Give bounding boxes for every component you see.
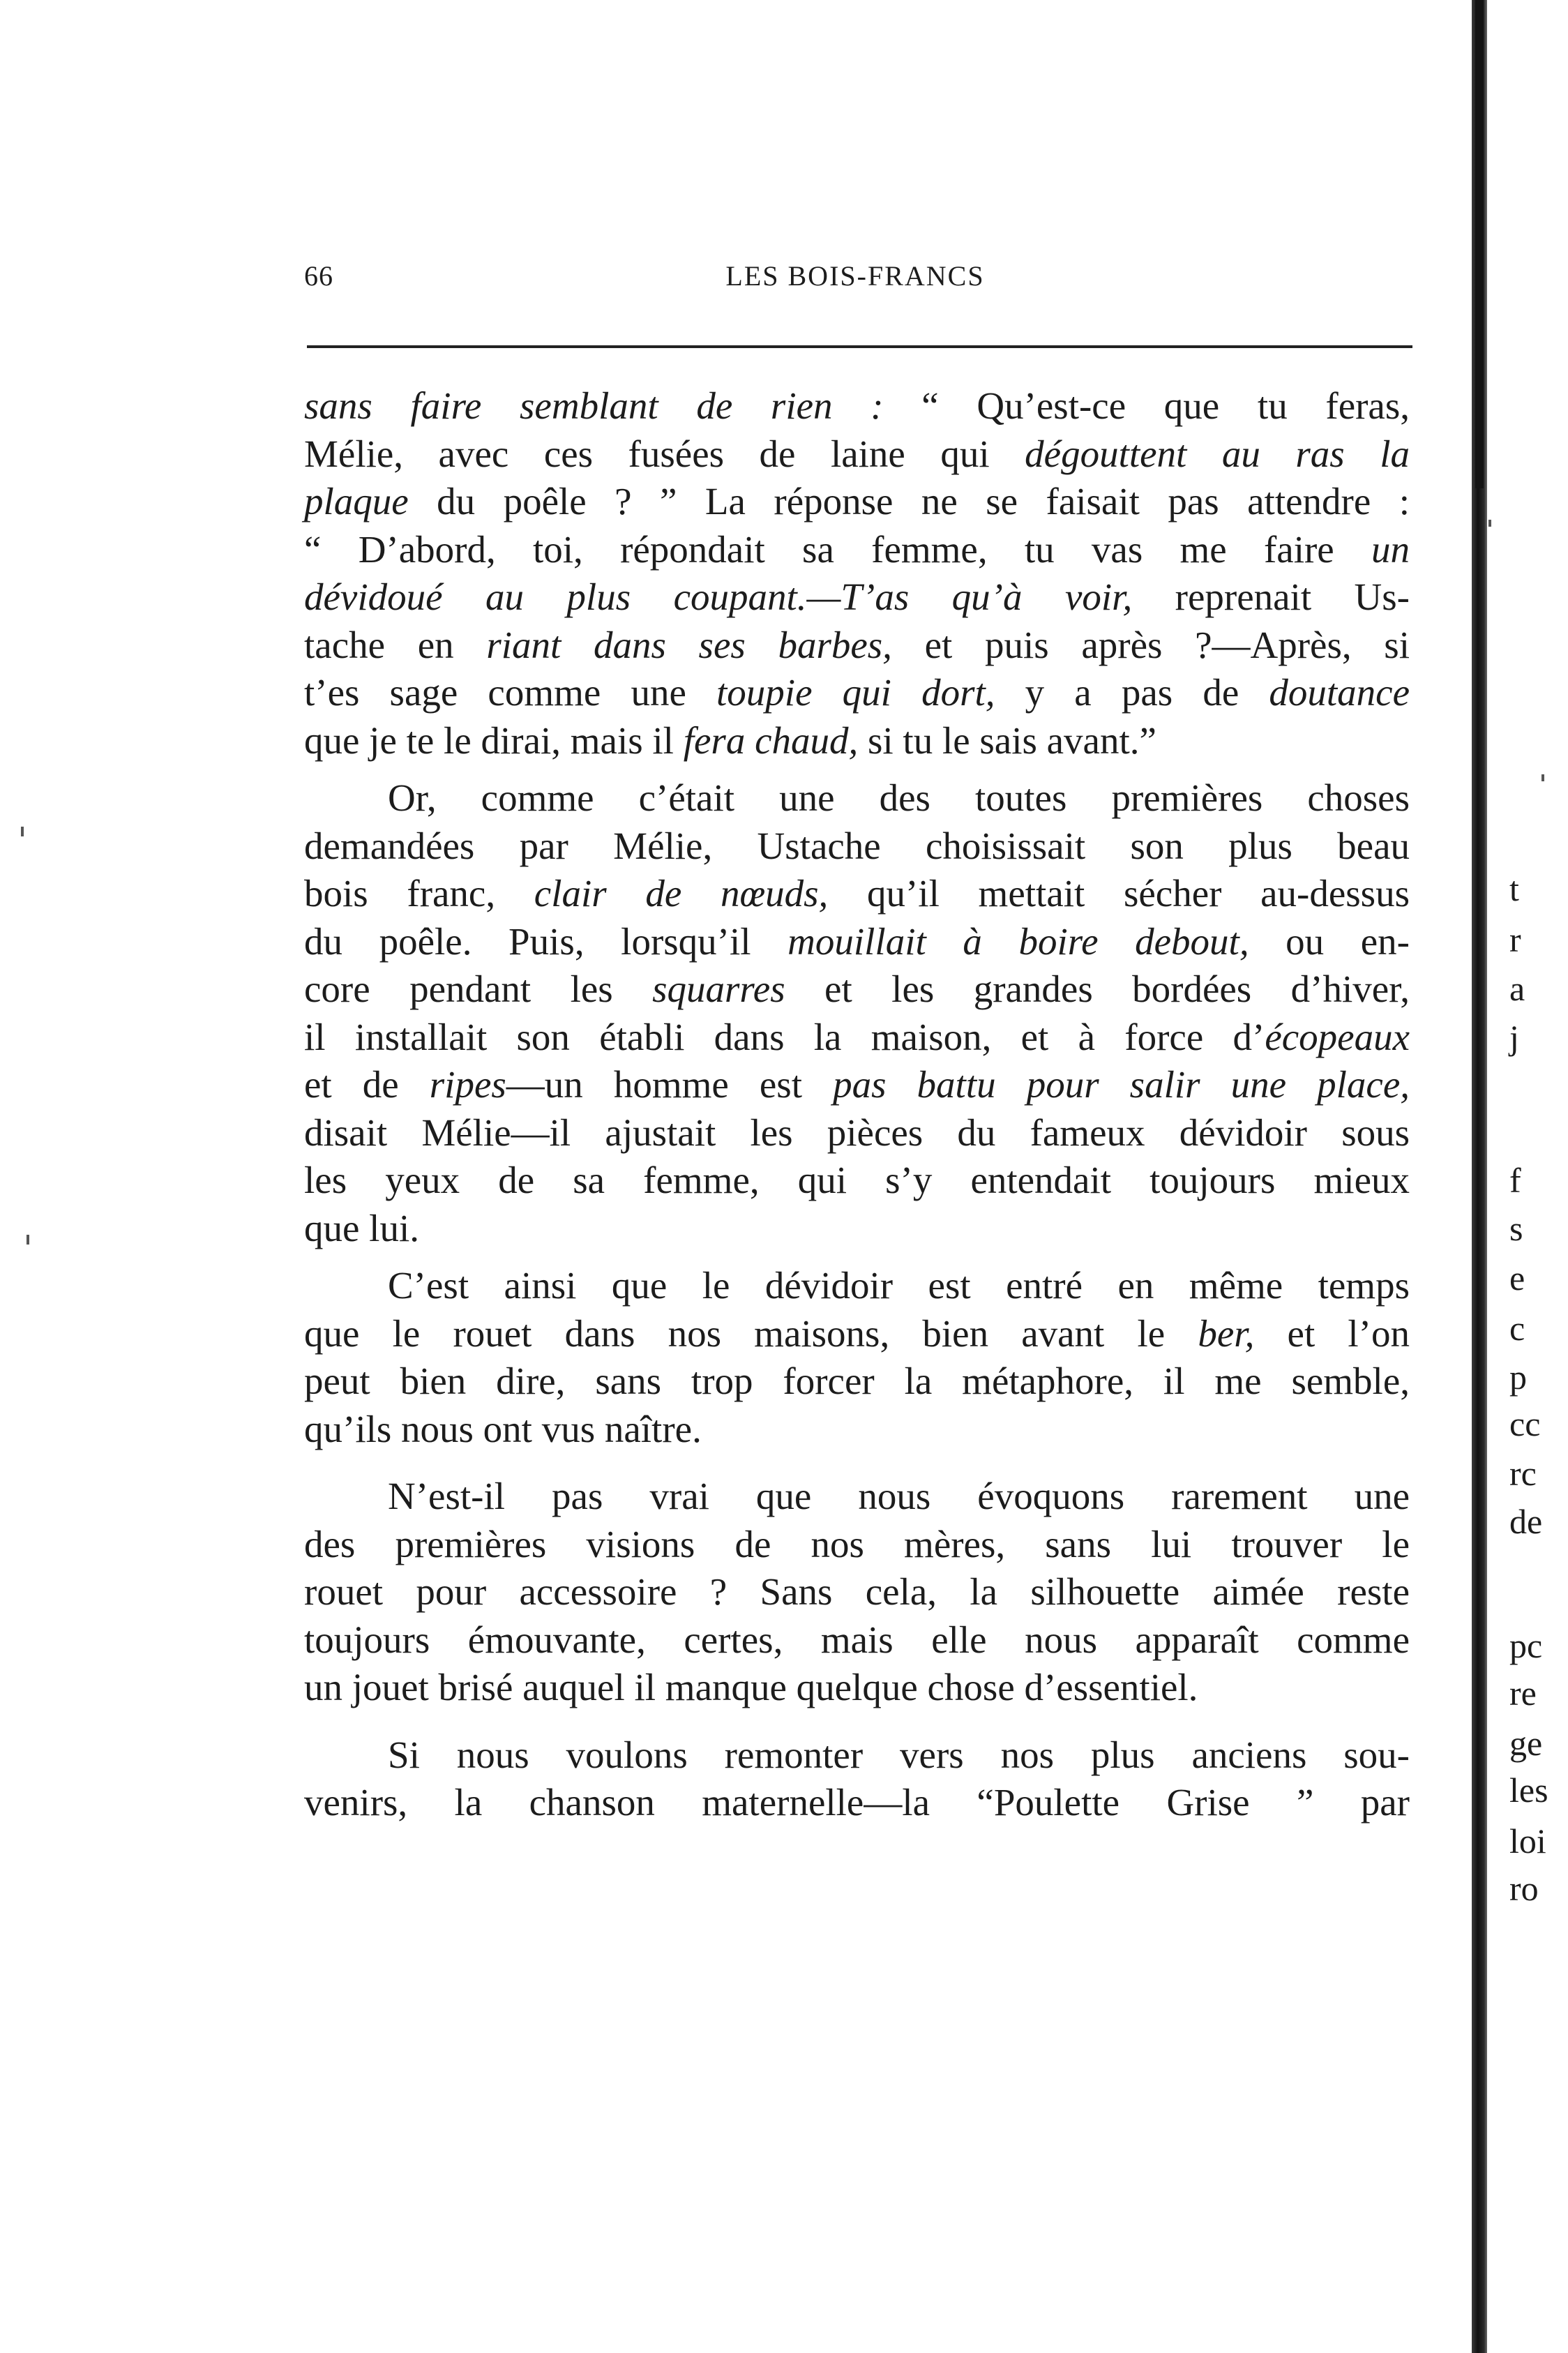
paper-speck	[21, 827, 24, 836]
adjacent-page-glyph: a	[1509, 969, 1525, 1008]
text-line: N’est-il pas vrai que nous évoquons rarement une	[388, 1475, 1410, 1517]
paper-speck	[27, 1235, 29, 1245]
adjacent-page-glyph: t	[1509, 869, 1519, 908]
text-line: Mélie, avec ces fusées de laine qui dégouttent au ras la	[304, 432, 1410, 475]
text-line: il installait son établi dans la maison, et à force d’écopeaux	[304, 1015, 1410, 1058]
text-line: disait Mélie—il ajustait les pièces du fameux dévidoir sous	[304, 1111, 1410, 1154]
adjacent-page-glyph: s	[1509, 1209, 1523, 1248]
adjacent-page-glyph: loi	[1509, 1821, 1546, 1860]
running-title: LES BOIS-FRANCS	[725, 260, 985, 292]
text-line: sans faire semblant de rien : “ Qu’est-ce que tu feras,	[304, 384, 1410, 427]
text-line: C’est ainsi que le dévidoir est entré en même temps	[388, 1264, 1410, 1307]
text-line: et de ripes—un homme est pas battu pour salir une place,	[304, 1063, 1410, 1106]
adjacent-page-glyph: c	[1509, 1309, 1525, 1348]
adjacent-page-fragment	[1500, 0, 1568, 2353]
page-header	[304, 260, 1406, 301]
text-line: tache en riant dans ses barbes, et puis après ?—Après, si	[304, 623, 1410, 666]
text-line: des premières visions de nos mères, sans lui trouver le	[304, 1522, 1410, 1565]
adjacent-page-glyph: j	[1509, 1018, 1519, 1057]
text-line: que je te le dirai, mais il fera chaud, si tu le sais avant.”	[304, 719, 1156, 762]
adjacent-page-glyph: les	[1509, 1771, 1548, 1810]
text-line: plaque du poêle ? ” La réponse ne se faisait pas attendre :	[304, 480, 1410, 523]
text-line: les yeux de sa femme, qui s’y entendait toujours mieux	[304, 1159, 1410, 1201]
adjacent-page-glyph: ge	[1509, 1724, 1543, 1763]
text-line: toujours émouvante, certes, mais elle nous apparaît comme	[304, 1618, 1410, 1661]
adjacent-page-glyph: f	[1509, 1161, 1521, 1200]
text-line: un jouet brisé auquel il manque quelque chose d’essentiel.	[304, 1666, 1198, 1708]
adjacent-page-glyph: cc	[1509, 1404, 1541, 1443]
text-line: rouet pour accessoire ? Sans cela, la silhouette aimée reste	[304, 1570, 1410, 1613]
book-binding-shadow	[1475, 0, 1484, 488]
paragraph-gap	[304, 1712, 1410, 1731]
adjacent-page-glyph: r	[1509, 920, 1521, 959]
text-line: dévidoué au plus coupant.—T’as qu’à voir, reprenait Us-	[304, 576, 1410, 618]
text-line: bois franc, clair de nœuds, qu’il mettait sécher au-dessus	[304, 872, 1410, 915]
paragraph-gap	[304, 765, 1410, 774]
text-line: que lui.	[304, 1206, 419, 1249]
text-line: core pendant les squarres et les grandes bordées d’hiver,	[304, 968, 1410, 1010]
text-line: que le rouet dans nos maisons, bien avant le ber, et l’on	[304, 1311, 1410, 1355]
paper-speck	[1541, 774, 1544, 781]
paragraph-gap	[304, 1252, 1410, 1262]
page-number: 66	[304, 260, 333, 292]
text-line: Si nous voulons remonter vers nos plus anciens sou-	[388, 1733, 1410, 1776]
adjacent-page-glyph: rc	[1509, 1454, 1537, 1493]
text-line: du poêle. Puis, lorsqu’il mouillait à boire debout, ou en-	[304, 919, 1410, 963]
paragraph-gap	[304, 1453, 1410, 1473]
adjacent-page-glyph: ro	[1509, 1869, 1539, 1908]
body-text	[304, 382, 1410, 1827]
adjacent-page-glyph: pc	[1509, 1626, 1543, 1665]
text-line: “ D’abord, toi, répondait sa femme, tu vas me faire un	[304, 527, 1410, 571]
text-line: Or, comme c’était une des toutes premières choses	[388, 776, 1410, 819]
paper-speck	[1488, 520, 1491, 527]
text-line: t’es sage comme une toupie qui dort, y a pas de doutance	[304, 671, 1410, 714]
text-line: demandées par Mélie, Ustache choisissait son plus beau	[304, 824, 1410, 867]
text-line: qu’ils nous ont vus naître.	[304, 1407, 702, 1450]
header-rule	[307, 345, 1412, 348]
adjacent-page-glyph: de	[1509, 1502, 1543, 1541]
text-line: peut bien dire, sans trop forcer la métaphore, il me semble,	[304, 1360, 1410, 1402]
adjacent-page-glyph: p	[1509, 1358, 1527, 1397]
text-line: venirs, la chanson maternelle—la “Poulette Grise ” par	[304, 1781, 1410, 1824]
adjacent-page-glyph: re	[1509, 1674, 1537, 1713]
adjacent-page-glyph: e	[1509, 1258, 1525, 1298]
